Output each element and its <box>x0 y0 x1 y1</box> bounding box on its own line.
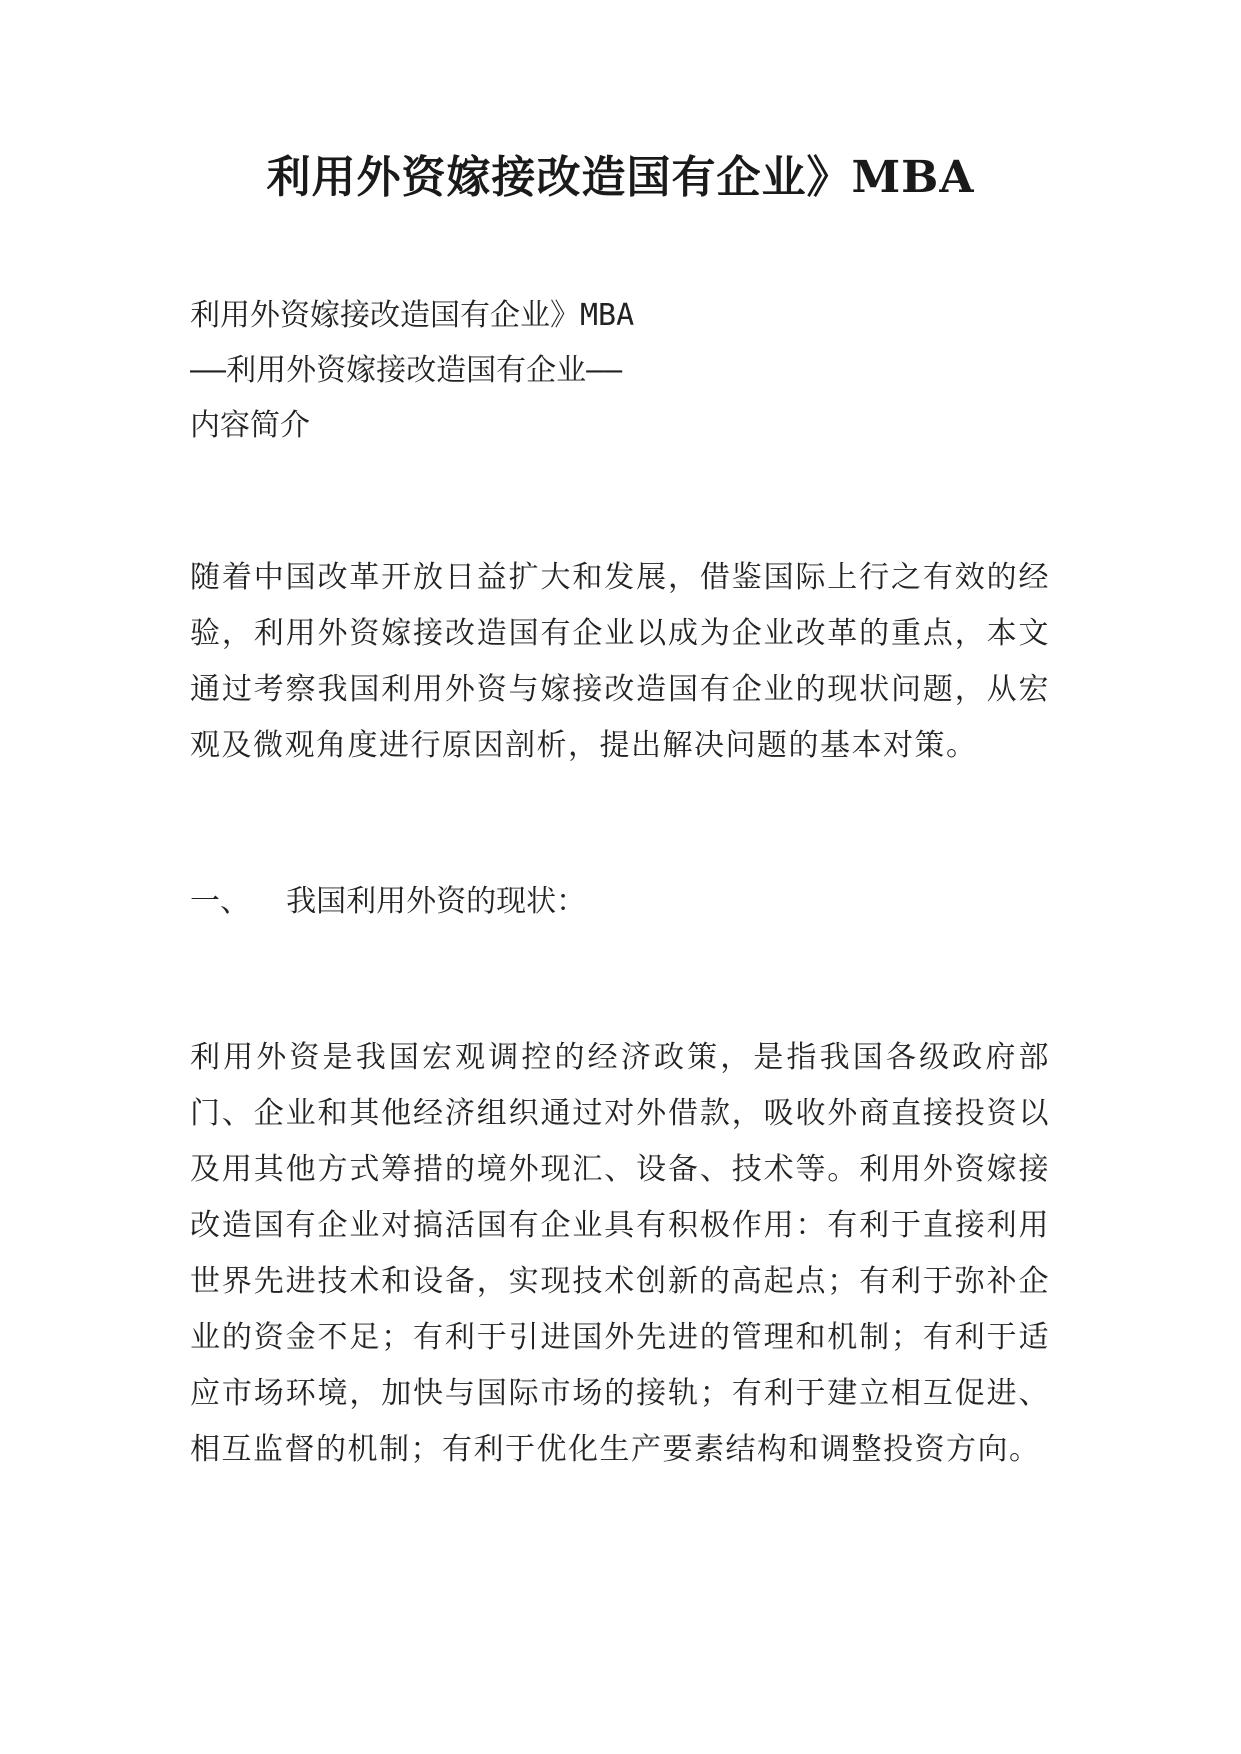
intro-paragraph: 随着中国改革开放日益扩大和发展，借鉴国际上行之有效的经验，利用外资嫁接改造国有企业以成为企业改革的重点，本文通过考察我国利用外资与嫁接改造国有企业的现状问题，从宏观及微观角度进行原因剖析，提出解决问题的基本对策。 <box>190 560 1050 763</box>
spacer <box>190 930 1050 1030</box>
header-line-3: 内容简介 <box>190 408 310 443</box>
document-title: 利用外资嫁接改造国有企业》MBA <box>266 152 975 203</box>
section-heading: 一、 我国利用外资的现状： <box>190 884 587 919</box>
document-body <box>190 288 1050 1478</box>
spacer <box>190 774 1050 874</box>
body-paragraph: 利用外资是我国宏观调控的经济政策，是指我国各级政府部门、企业和其他经济组织通过对外借款，吸收外商直接投资以及用其他方式筹措的境外现汇、设备、技术等。利用外资嫁接改造国有企业对搞活国有企业具有积极作用：有利于直接利用世界先进技术和设备，实现技术创新的高起点；有利于弥补企业的资金不足；有利于引进国外先进的管理和机制；有利于适应市场环境，加快与国际市场的接轨；有利于建立相互促进、相互监督的机制；有利于优化生产要素结构和调整投资方向。 <box>190 1040 1050 1467</box>
header-line-2: ——利用外资嫁接改造国有企业—— <box>190 353 623 388</box>
header-line-1: 利用外资嫁接改造国有企业》MBA <box>190 298 635 333</box>
spacer <box>190 453 1050 550</box>
